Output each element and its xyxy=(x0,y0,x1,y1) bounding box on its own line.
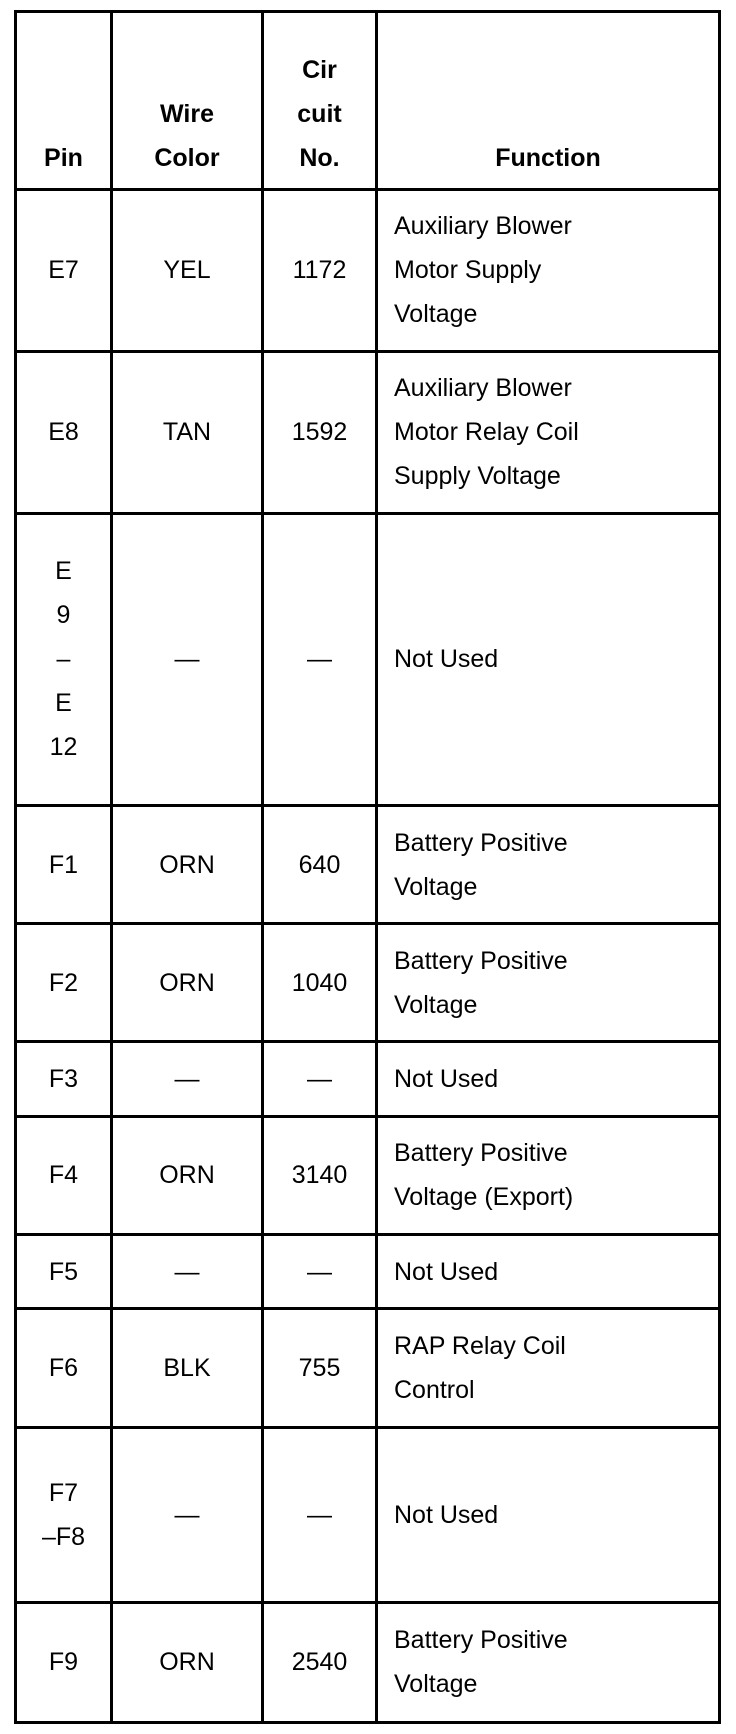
circuit-cell: — xyxy=(263,1234,377,1308)
circuit-cell: 640 xyxy=(263,806,377,924)
function-cell: Battery Positive Voltage (Export) xyxy=(377,1116,720,1234)
table-row xyxy=(16,1602,720,1722)
pin-cell: F6 xyxy=(16,1309,112,1427)
circuit-cell: — xyxy=(263,1042,377,1116)
wire-color-cell: ORN xyxy=(112,1602,263,1722)
function-cell: Not Used xyxy=(377,1427,720,1602)
table-row xyxy=(16,1309,720,1427)
header-pin: Pin xyxy=(16,12,112,190)
function-cell: Not Used xyxy=(377,1042,720,1116)
table-row xyxy=(16,1042,720,1116)
header-circuit-no: Cir cuit No. xyxy=(263,12,377,190)
function-cell: Not Used xyxy=(377,513,720,805)
wire-color-cell: — xyxy=(112,1234,263,1308)
pin-cell: F1 xyxy=(16,806,112,924)
circuit-cell: 1592 xyxy=(263,351,377,513)
function-cell: Auxiliary Blower Motor Supply Voltage xyxy=(377,190,720,352)
table-row xyxy=(16,924,720,1042)
table-row xyxy=(16,351,720,513)
circuit-cell: — xyxy=(263,1427,377,1602)
pin-cell: F3 xyxy=(16,1042,112,1116)
table-row xyxy=(16,513,720,805)
function-cell: RAP Relay Coil Control xyxy=(377,1309,720,1427)
pin-cell: F5 xyxy=(16,1234,112,1308)
wire-color-cell: BLK xyxy=(112,1309,263,1427)
pin-cell: F7 –F8 xyxy=(16,1427,112,1602)
wire-color-cell: — xyxy=(112,513,263,805)
table-row xyxy=(16,1234,720,1308)
function-cell: Battery Positive Voltage xyxy=(377,924,720,1042)
wire-color-cell: — xyxy=(112,1042,263,1116)
table-row xyxy=(16,806,720,924)
wire-color-cell: YEL xyxy=(112,190,263,352)
table-row xyxy=(16,190,720,352)
wire-color-cell: ORN xyxy=(112,806,263,924)
connector-pin-table xyxy=(14,10,721,1724)
function-cell: Not Used xyxy=(377,1234,720,1308)
pin-cell: E 9 – E 12 xyxy=(16,513,112,805)
pin-cell: E7 xyxy=(16,190,112,352)
circuit-cell: 1040 xyxy=(263,924,377,1042)
circuit-cell: — xyxy=(263,513,377,805)
table-header-row xyxy=(16,12,720,190)
wire-color-cell: ORN xyxy=(112,1116,263,1234)
function-cell: Battery Positive Voltage xyxy=(377,806,720,924)
header-function: Function xyxy=(377,12,720,190)
circuit-cell: 755 xyxy=(263,1309,377,1427)
pin-cell: F2 xyxy=(16,924,112,1042)
pin-cell: F9 xyxy=(16,1602,112,1722)
circuit-cell: 2540 xyxy=(263,1602,377,1722)
wire-color-cell: — xyxy=(112,1427,263,1602)
header-wire-color: Wire Color xyxy=(112,12,263,190)
table-row xyxy=(16,1427,720,1602)
circuit-cell: 1172 xyxy=(263,190,377,352)
wire-color-cell: TAN xyxy=(112,351,263,513)
pin-cell: E8 xyxy=(16,351,112,513)
function-cell: Battery Positive Voltage xyxy=(377,1602,720,1722)
function-cell: Auxiliary Blower Motor Relay Coil Supply Voltage xyxy=(377,351,720,513)
pin-cell: F4 xyxy=(16,1116,112,1234)
wire-color-cell: ORN xyxy=(112,924,263,1042)
circuit-cell: 3140 xyxy=(263,1116,377,1234)
table-row xyxy=(16,1116,720,1234)
